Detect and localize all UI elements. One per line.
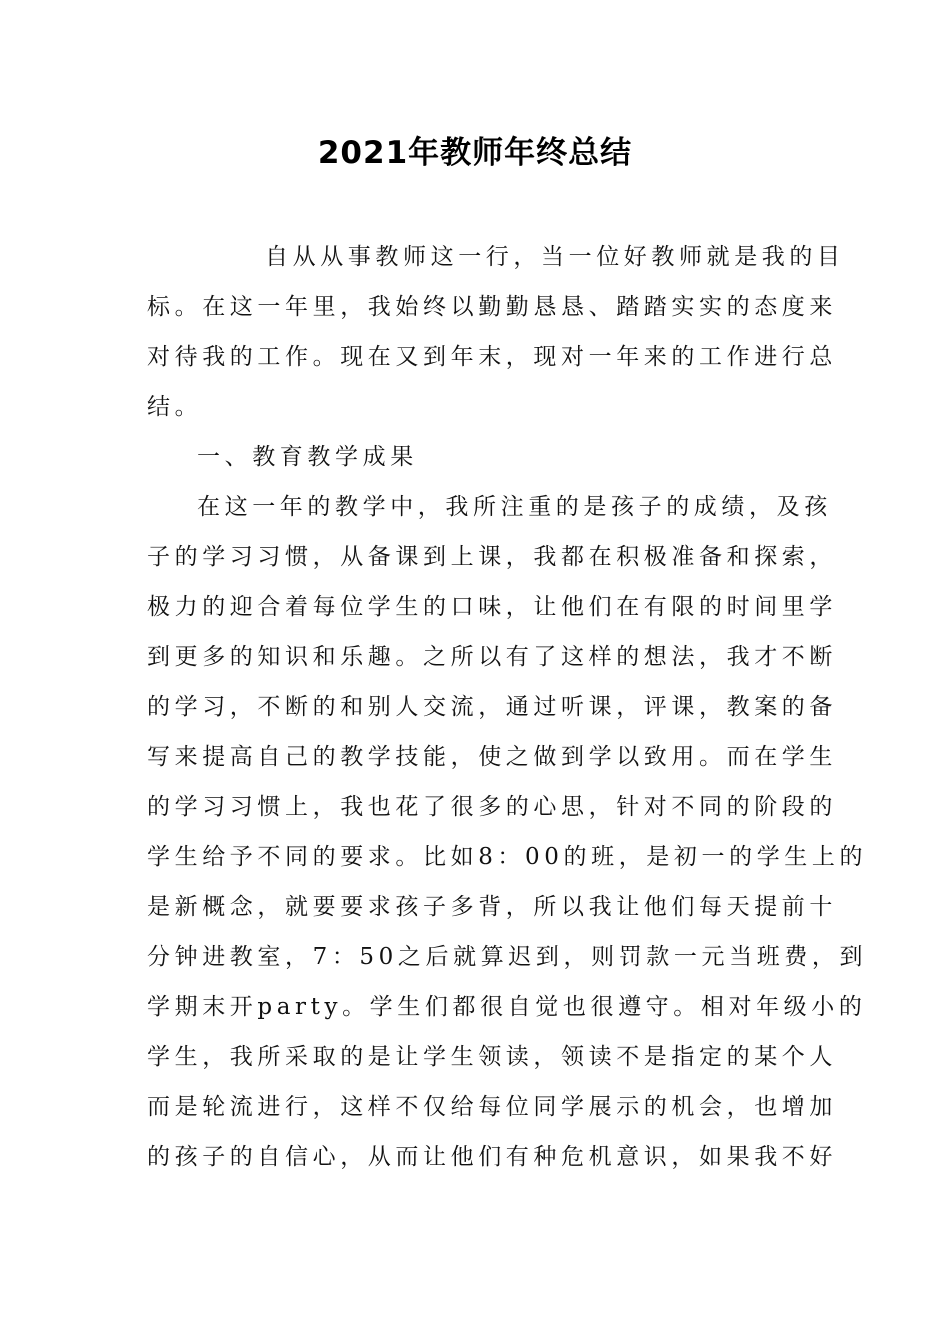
- paragraph-line: 对待我的工作。现在又到年末，现对一年来的工作进行总: [147, 344, 837, 370]
- paragraph-line: 是新概念，就要要求孩子多背，所以我让他们每天提前十: [147, 894, 837, 920]
- paragraph-line: 自从从事教师这一行，当一位好教师就是我的目: [265, 244, 845, 270]
- paragraph-line: 的孩子的自信心，从而让他们有种危机意识，如果我不好: [147, 1144, 837, 1170]
- paragraph-line: 标。在这一年里，我始终以勤勤恳恳、踏踏实实的态度来: [147, 294, 837, 320]
- paragraph-line: 极力的迎合着每位学生的口味，让他们在有限的时间里学: [147, 594, 837, 620]
- paragraph-line: 学期末开party。学生们都很自觉也很遵守。相对年级小的: [147, 994, 867, 1020]
- paragraph-line: 的学习习惯上，我也花了很多的心思，针对不同的阶段的: [147, 794, 837, 820]
- paragraph-line: 子的学习习惯，从备课到上课，我都在积极准备和探索，: [147, 544, 837, 570]
- paragraph-line: 结。: [147, 394, 203, 420]
- paragraph-line: 写来提高自己的教学技能，使之做到学以致用。而在学生: [147, 744, 837, 770]
- paragraph-line: 学生给予不同的要求。比如8：00的班，是初一的学生上的: [147, 844, 868, 870]
- paragraph-line: 学生，我所采取的是让学生领读，领读不是指定的某个人: [147, 1044, 837, 1070]
- paragraph-line: 而是轮流进行，这样不仅给每位同学展示的机会，也增加: [147, 1094, 837, 1120]
- section-heading: 一、教育教学成果: [197, 444, 418, 470]
- document-title: 2021年教师年终总结: [317, 135, 633, 171]
- paragraph-line: 分钟进教室，7：50之后就算迟到，则罚款一元当班费，到: [147, 944, 868, 970]
- paragraph-line: 的学习，不断的和别人交流，通过听课，评课，教案的备: [147, 694, 837, 720]
- paragraph-line: 在这一年的教学中，我所注重的是孩子的成绩，及孩: [197, 494, 832, 520]
- paragraph-line: 到更多的知识和乐趣。之所以有了这样的想法，我才不断: [147, 644, 837, 670]
